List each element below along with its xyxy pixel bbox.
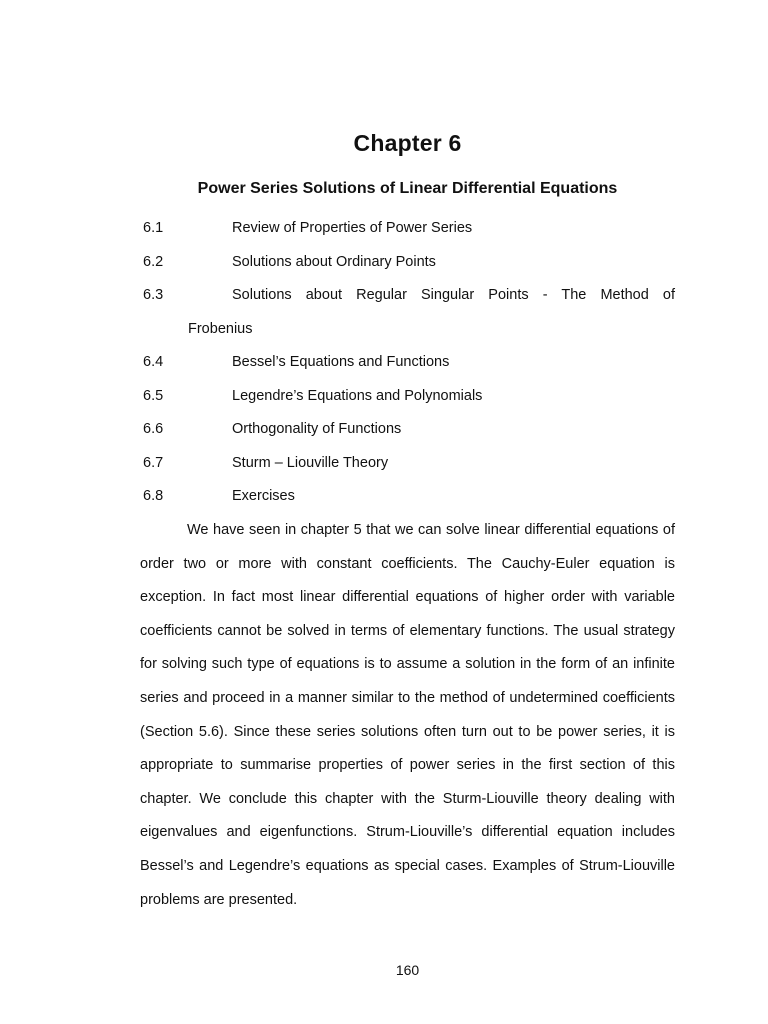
- toc-item-number: 6.5: [143, 387, 164, 404]
- toc-item: [143, 480, 675, 514]
- toc-item-title: Bessel’s Equations and Functions: [232, 354, 450, 370]
- toc-item-number: 6.1: [143, 220, 164, 236]
- toc-item-title: Solutions about Ordinary Points: [232, 253, 436, 270]
- toc-item-number: 6.3: [143, 287, 164, 303]
- toc-item-title-continuation: Frobenius: [188, 320, 253, 337]
- page-number: 160: [395, 962, 420, 978]
- toc-item-title: Legendre’s Equations and Polynomials: [232, 387, 483, 404]
- toc-item-title: Exercises: [232, 488, 295, 504]
- toc-item-title: Solutions about Regular Singular Points - The Method of: [232, 287, 675, 303]
- toc-item: [143, 413, 675, 447]
- toc-item: [143, 380, 675, 414]
- toc-item-title: Sturm – Liouville Theory: [232, 454, 389, 471]
- toc-item: [143, 346, 675, 380]
- chapter-subtitle: Power Series Solutions of Linear Differential Equations: [197, 180, 618, 197]
- toc-item-number: 6.2: [143, 253, 164, 270]
- toc-item-number: 6.8: [143, 488, 164, 504]
- toc-item: [143, 447, 675, 481]
- table-of-contents: [143, 212, 675, 514]
- toc-item-number: 6.6: [143, 421, 164, 437]
- toc-item: [143, 246, 675, 280]
- toc-item-number: 6.4: [143, 354, 164, 370]
- intro-paragraph: We have seen in chapter 5 that we can solve linear differential equations of order two or more with constant coefficients. The Cauchy-Euler equation is exception. In fact most linear differential equations of higher order with variable coefficients cannot be solved in terms of elementary functions. The usual strategy for solving such type of equations is to assume a solution in the form of an infinite series and proceed in a manner similar to the method of undetermined coefficients (Section 5.6). Since these series solutions often turn out to be power series, it is appropriate to summarise properties of power series in the first section of this chapter. We conclude this chapter with the Sturm-Liouville theory dealing with eigenvalues and eigenfunctions. Strum-Liouville’s differential equation includes Bessel’s and Legendre’s equations as special cases. Examples of Strum-Liouville problems are presented.: [140, 522, 675, 908]
- toc-item-title: Review of Properties of Power Series: [232, 220, 473, 236]
- toc-item-title: Orthogonality of Functions: [232, 421, 402, 437]
- toc-item-number: 6.7: [143, 454, 164, 471]
- chapter-title: Chapter 6: [353, 130, 462, 156]
- toc-item: [143, 279, 675, 346]
- toc-item: [143, 212, 675, 246]
